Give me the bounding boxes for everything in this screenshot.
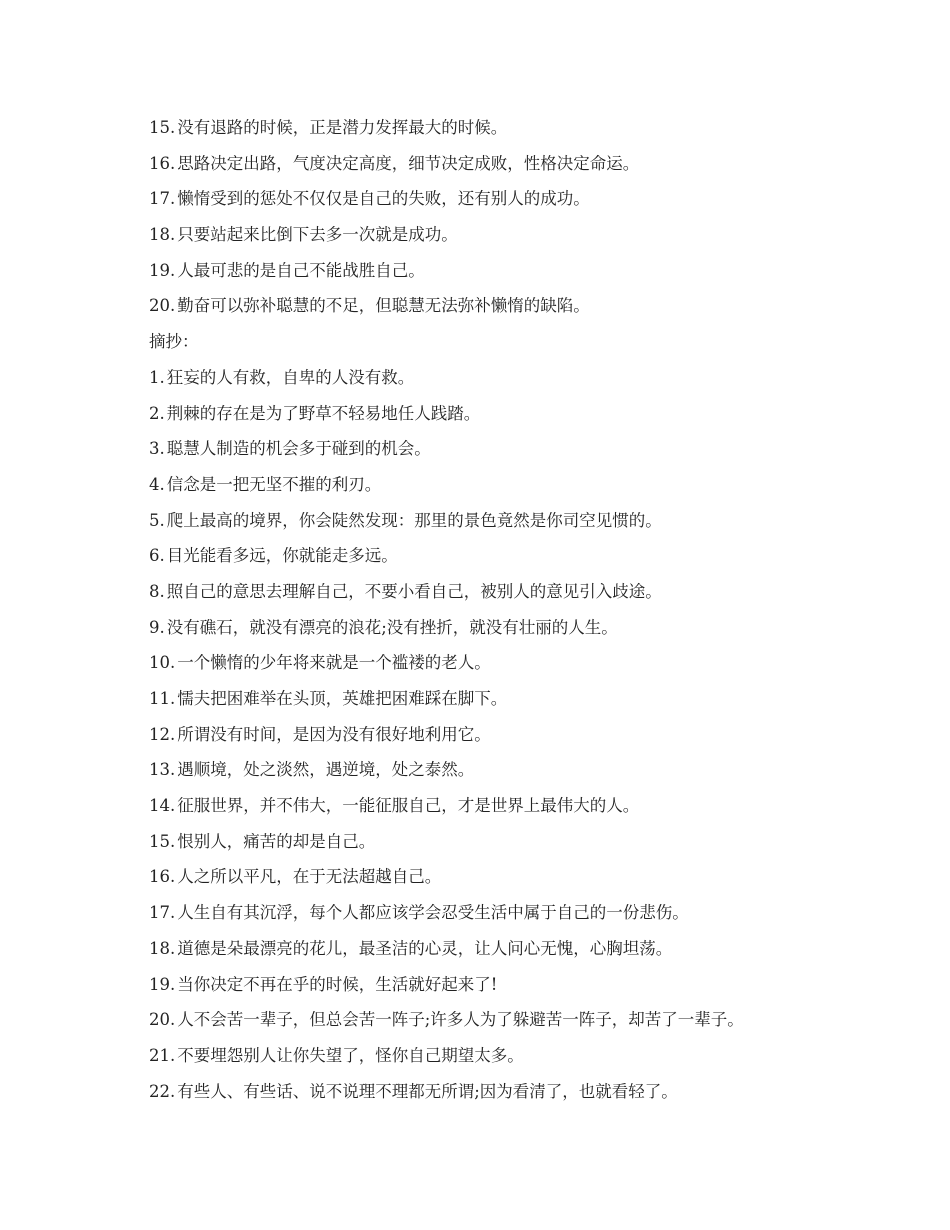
list-item: [149, 1074, 929, 1110]
list-item-text: 人之所以平凡，在于无法超越自己。: [177, 867, 442, 887]
list-item: [149, 360, 929, 396]
list-item-number: 16.: [149, 153, 176, 173]
list-item-number: 12.: [149, 724, 176, 744]
list-item: [149, 253, 929, 289]
list-item-text: 当你决定不再在乎的时候，生活就好起来了!: [177, 974, 498, 994]
list-item-text: 人最可悲的是自己不能战胜自己。: [177, 260, 425, 280]
list-item-number: 5.: [149, 510, 165, 530]
list-item-number: 21.: [149, 1045, 176, 1065]
list-item-text: 思路决定出路，气度决定高度，细节决定成败，性格决定命运。: [177, 153, 640, 173]
list-item-text: 人不会苦一辈子，但总会苦一阵子;许多人为了躲避苦一阵子，却苦了一辈子。: [177, 1010, 744, 1030]
list-item-number: 20.: [149, 1010, 176, 1030]
list-item-number: 6.: [149, 546, 165, 566]
list-item-number: 13.: [149, 760, 176, 780]
list-item-number: 19.: [149, 260, 176, 280]
list-item-text: 懦夫把困难举在头顶，英雄把困难踩在脚下。: [177, 689, 508, 708]
list-item: [149, 717, 929, 753]
list-item-text: 遇顺境，处之淡然，遇逆境，处之泰然。: [177, 760, 475, 780]
list-item-text: 聪慧人制造的机会多于碰到的机会。: [166, 439, 431, 459]
list-item-number: 17.: [149, 903, 176, 923]
list-item-number: 3.: [149, 439, 165, 459]
list-item-text: 没有礁石，就没有漂亮的浪花;没有挫折，就没有壮丽的人生。: [166, 617, 618, 637]
section-label: [149, 324, 929, 360]
list-item-number: 18.: [149, 938, 176, 958]
list-item: [149, 110, 929, 146]
list-item-text: 勤奋可以弥补聪慧的不足，但聪慧无法弥补懒惰的缺陷。: [177, 296, 590, 316]
document-body: [149, 110, 929, 1109]
list-item: [149, 431, 929, 467]
list-item-text: 信念是一把无坚不摧的利刃。: [166, 474, 382, 494]
list-item-text: 只要站起来比倒下去多一次就是成功。: [177, 225, 458, 245]
list-item: [149, 396, 929, 432]
list-item: [149, 503, 929, 539]
list-item-number: 14.: [149, 796, 176, 816]
list-item: [149, 181, 929, 217]
list-item-number: 11.: [149, 689, 176, 708]
list-item-text: 不要埋怨别人让你失望了，怪你自己期望太多。: [177, 1045, 524, 1065]
list-item-number: 18.: [149, 225, 176, 245]
list-item: [149, 574, 929, 610]
section-label-text: 摘抄：: [149, 332, 199, 352]
list-item-text: 照自己的意思去理解自己，不要小看自己，被别人的意见引入歧途。: [166, 581, 662, 601]
list-item-text: 没有退路的时候，正是潜力发挥最大的时候。: [177, 118, 508, 137]
list-item-number: 20.: [149, 296, 176, 316]
list-item-number: 4.: [149, 474, 165, 494]
list-item: [149, 788, 929, 824]
list-item-number: 17.: [149, 189, 176, 209]
list-item-number: 22.: [149, 1081, 176, 1101]
list-item: [149, 146, 929, 182]
list-item-text: 爬上最高的境界，你会陡然发现：那里的景色竟然是你司空见惯的。: [166, 510, 662, 530]
list-item: [149, 217, 929, 253]
list-item: [149, 895, 929, 931]
list-item: [149, 538, 929, 574]
list-item-text: 目光能看多远，你就能走多远。: [166, 546, 398, 566]
list-item: [149, 1002, 929, 1038]
list-item-number: 1.: [149, 367, 165, 387]
list-item: [149, 859, 929, 895]
list-item-number: 8.: [149, 581, 165, 601]
list-item-text: 荆棘的存在是为了野草不轻易地任人践踏。: [166, 403, 481, 423]
list-item-number: 15.: [149, 831, 176, 851]
list-item-text: 道德是朵最漂亮的花儿，最圣洁的心灵，让人问心无愧，心胸坦荡。: [177, 938, 673, 958]
list-item: [149, 752, 929, 788]
list-item: [149, 645, 929, 681]
list-item-number: 19.: [149, 974, 176, 994]
list-item-text: 人生自有其沉浮，每个人都应该学会忍受生活中属于自己的一份悲伤。: [177, 903, 689, 923]
list-item-number: 9.: [149, 617, 165, 637]
list-item: [149, 931, 929, 967]
list-item-number: 15.: [149, 118, 176, 137]
list-item-text: 恨别人，痛苦的却是自己。: [177, 831, 376, 851]
list-item-text: 懒惰受到的惩处不仅仅是自己的失败，还有别人的成功。: [177, 189, 590, 209]
list-item: [149, 681, 929, 717]
list-item: [149, 1038, 929, 1074]
list-item-text: 狂妄的人有救，自卑的人没有救。: [166, 367, 415, 387]
list-item-number: 2.: [149, 403, 165, 423]
list-item-text: 所谓没有时间，是因为没有很好地利用它。: [177, 724, 491, 744]
list-item-text: 一个懒惰的少年将来就是一个褴褛的老人。: [177, 653, 491, 673]
list-item: [149, 610, 929, 646]
list-item-text: 有些人、有些话、说不说理不理都无所谓;因为看清了，也就看轻了。: [177, 1081, 678, 1101]
list-item: [149, 824, 929, 860]
list-item: [149, 967, 929, 1003]
list-item-number: 10.: [149, 653, 176, 673]
list-item: [149, 467, 929, 503]
list-item-text: 征服世界，并不伟大，一能征服自己，才是世界上最伟大的人。: [177, 796, 640, 816]
list-item: [149, 288, 929, 324]
list-item-number: 16.: [149, 867, 176, 887]
